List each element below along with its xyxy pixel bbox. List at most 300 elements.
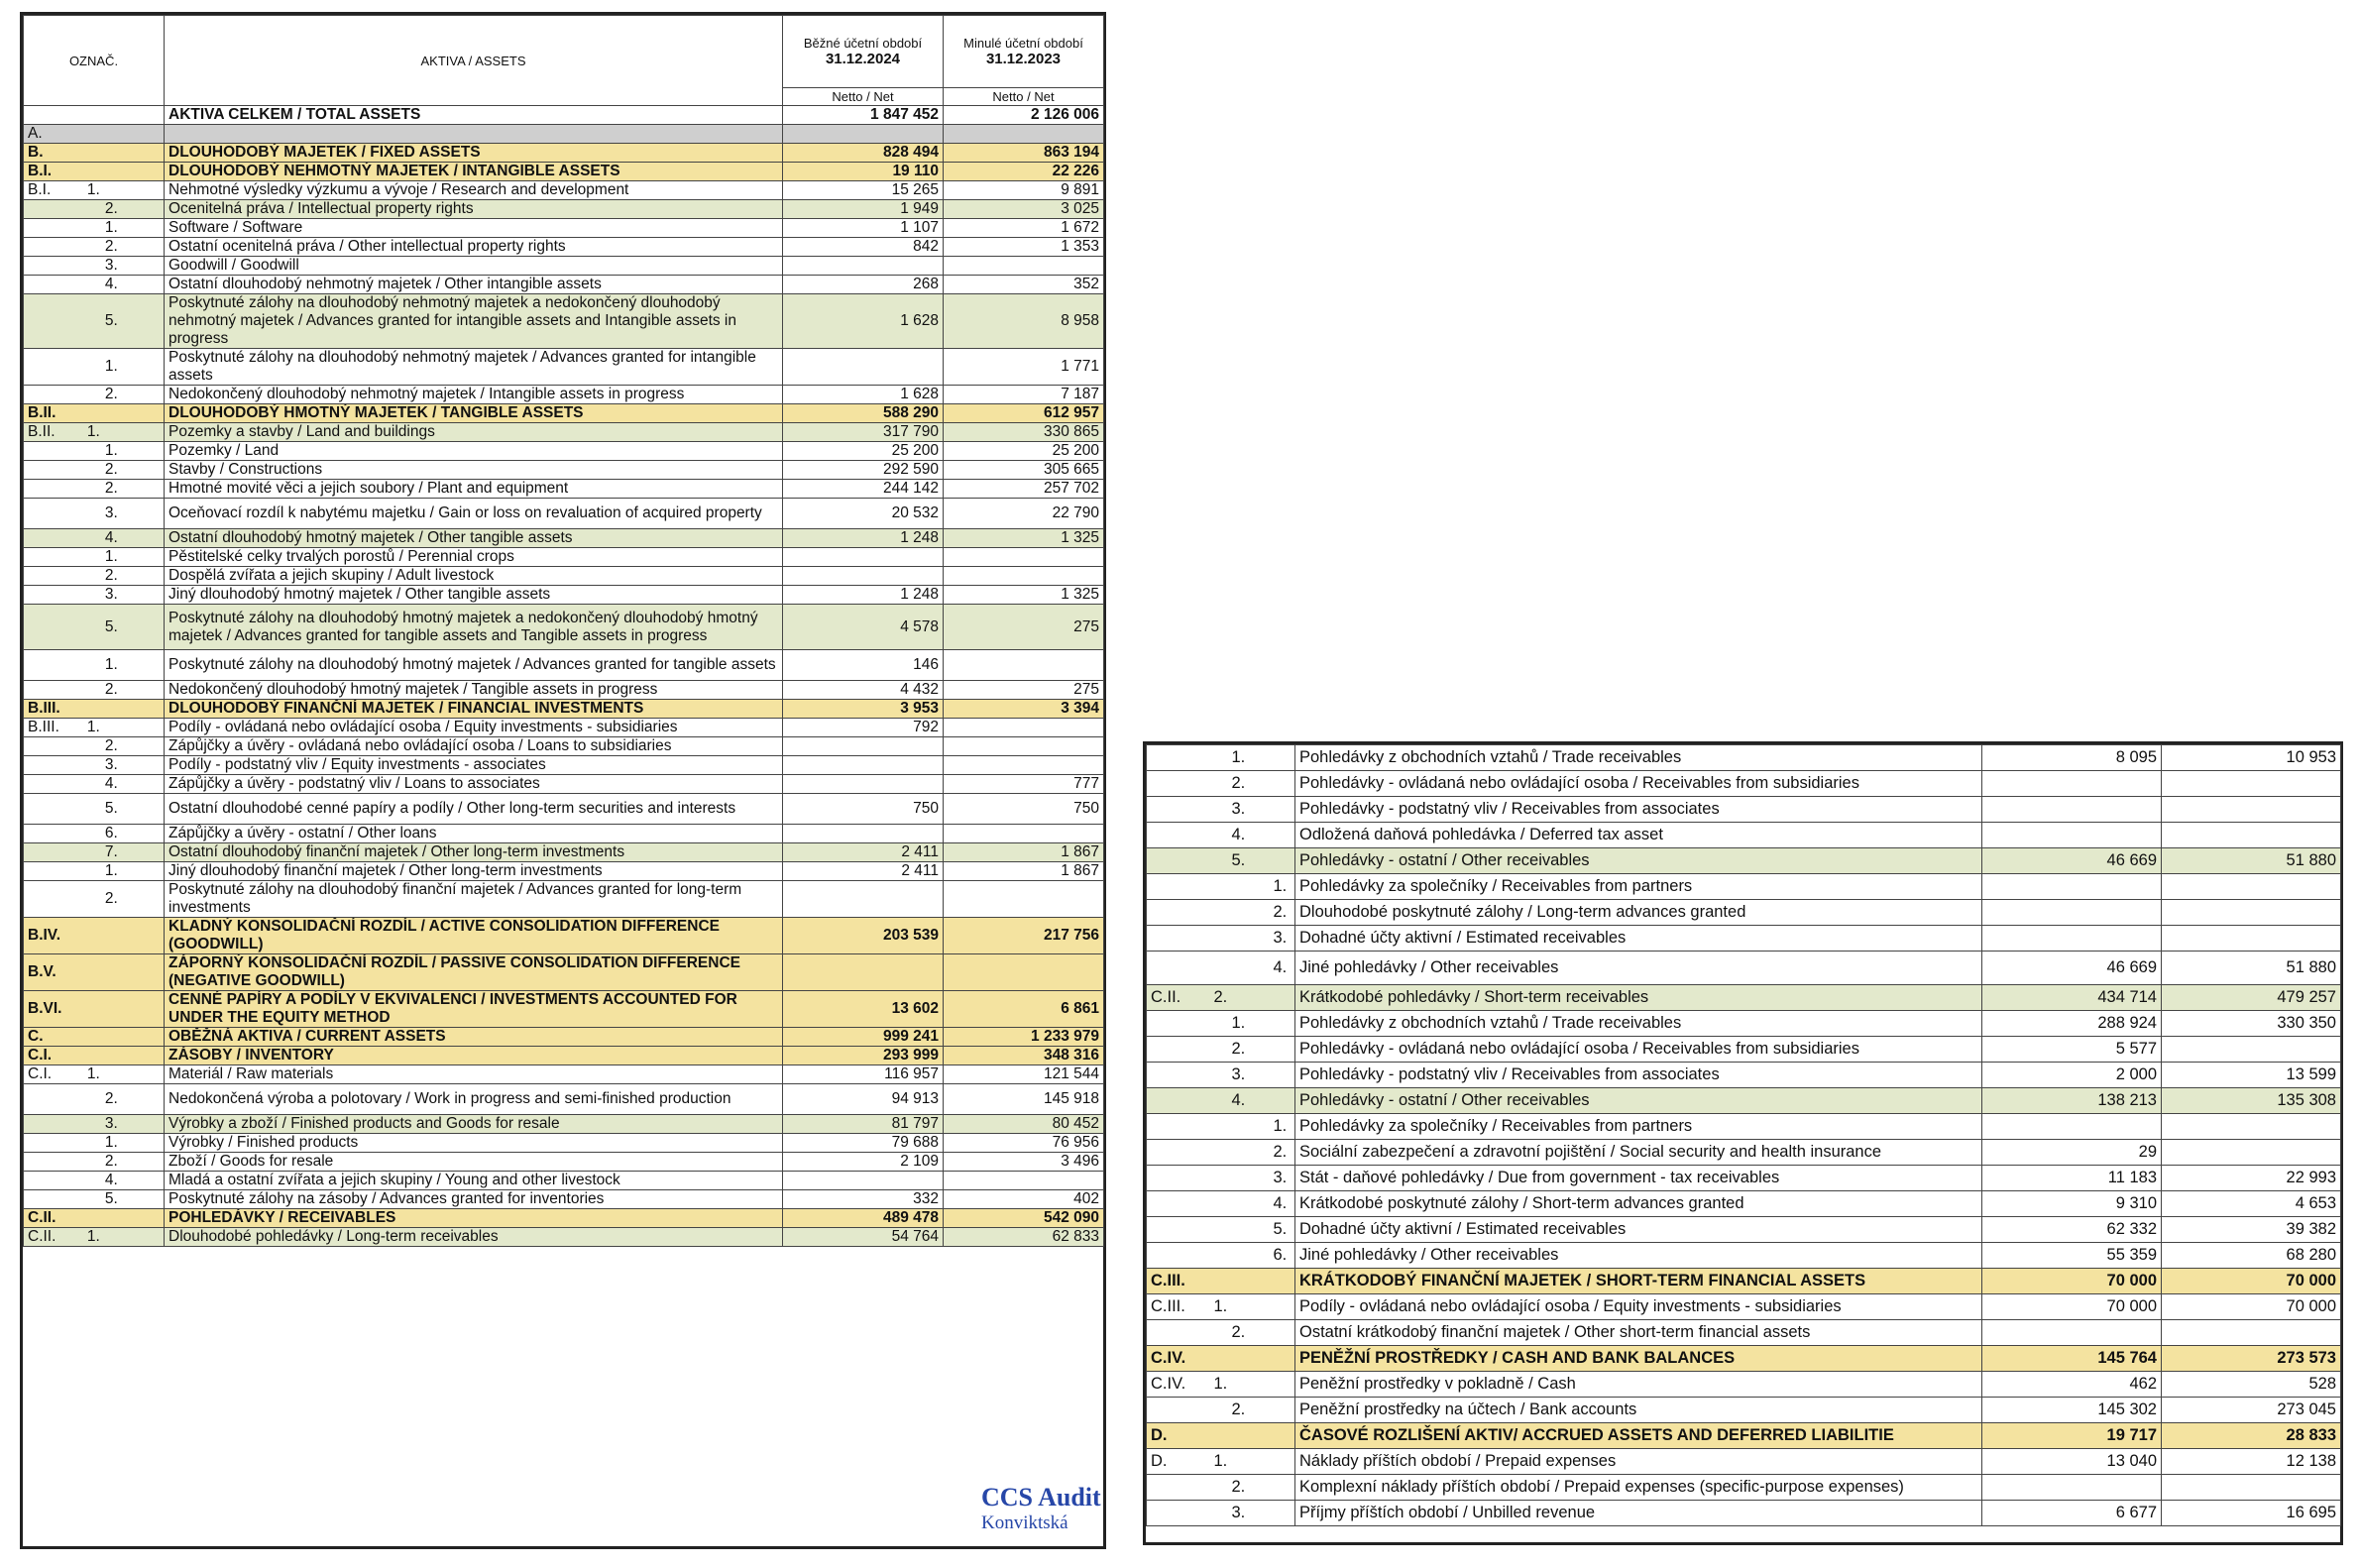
row-current-value: 2 411 <box>783 843 944 862</box>
row-prior-value <box>944 719 1104 737</box>
row-current-value: 489 478 <box>783 1209 944 1228</box>
table-row <box>24 499 1104 529</box>
row-prior-value: 76 956 <box>944 1134 1104 1153</box>
row-item-number: 2. <box>1231 1040 1246 1058</box>
row-code-cell <box>1147 797 1295 823</box>
row-prior-value: 22 226 <box>944 163 1104 181</box>
row-current-value: 1 248 <box>783 529 944 548</box>
row-current-value <box>783 567 944 586</box>
row-section-code: C.II. <box>28 1209 56 1226</box>
row-current-value: 1 628 <box>783 294 944 349</box>
row-current-value: 292 590 <box>783 461 944 480</box>
row-label: Zápůjčky a úvěry - ostatní / Other loans <box>165 825 783 843</box>
table-row <box>24 404 1104 423</box>
row-prior-value: 305 665 <box>944 461 1104 480</box>
row-item-number: 1. <box>1213 1297 1228 1315</box>
row-item-number: 1. <box>1213 1375 1228 1393</box>
row-current-value: 11 183 <box>1982 1166 2162 1191</box>
row-label: Sociální zabezpečení a zdravotní pojištění / Social security and health insurance <box>1295 1140 1982 1166</box>
table-row <box>24 862 1104 881</box>
row-label: Zboží / Goods for resale <box>165 1153 783 1172</box>
header-current-period <box>783 16 944 88</box>
table-row <box>24 349 1104 386</box>
row-item-number: 3. <box>1231 1065 1246 1083</box>
row-item-number: 1. <box>104 656 118 673</box>
row-code-cell <box>24 825 165 843</box>
row-current-value: 4 578 <box>783 605 944 650</box>
row-code-cell <box>1147 874 1295 900</box>
row-item-number: 3. <box>1273 1169 1288 1186</box>
table-row <box>24 1047 1104 1065</box>
row-current-value <box>783 737 944 756</box>
row-current-value: 4 432 <box>783 681 944 700</box>
row-prior-value: 3 496 <box>944 1153 1104 1172</box>
row-label: Materiál / Raw materials <box>165 1065 783 1084</box>
row-section-code: C.IV. <box>1151 1349 1186 1367</box>
row-code-cell <box>24 1228 165 1247</box>
row-item-number: 1. <box>86 181 100 198</box>
row-item-number: 3. <box>1231 1504 1246 1521</box>
row-prior-value: 750 <box>944 794 1104 825</box>
row-label: Pohledávky - podstatný vliv / Receivables from associates <box>1295 797 1982 823</box>
row-item-number: 2. <box>1213 988 1228 1006</box>
row-code-cell <box>1147 1475 1295 1501</box>
row-prior-value: 121 544 <box>944 1065 1104 1084</box>
row-prior-value: 3 025 <box>944 200 1104 219</box>
row-prior-value: 68 280 <box>2162 1243 2341 1269</box>
row-current-value <box>1982 1475 2162 1501</box>
row-label: Komplexní náklady příštích období / Prepaid expenses (specific-purpose expenses) <box>1295 1475 1982 1501</box>
table-row <box>1147 874 2341 900</box>
row-prior-value <box>944 881 1104 918</box>
row-section-code: C.I. <box>28 1065 53 1082</box>
row-code-cell <box>24 567 165 586</box>
row-code-cell <box>24 700 165 719</box>
row-label: Stát - daňové pohledávky / Due from government - tax receivables <box>1295 1166 1982 1191</box>
row-current-value: 2 000 <box>1982 1063 2162 1088</box>
row-label: ZÁPORNÝ KONSOLIDAČNÍ ROZDÍL / PASSIVE CONSOLIDATION DIFFERENCE (NEGATIVE GOODWILL) <box>165 954 783 991</box>
table-row <box>1147 1294 2341 1320</box>
row-code-cell <box>24 386 165 404</box>
row-current-value <box>783 1172 944 1190</box>
left-table-body <box>24 106 1104 1247</box>
row-current-value: 46 669 <box>1982 952 2162 985</box>
row-prior-value <box>944 954 1104 991</box>
row-prior-value: 80 452 <box>944 1115 1104 1134</box>
row-prior-value: 1 233 979 <box>944 1028 1104 1047</box>
row-item-number: 4. <box>1273 958 1288 976</box>
row-item-number: 4. <box>1273 1194 1288 1212</box>
row-code-cell <box>24 276 165 294</box>
table-row <box>24 1209 1104 1228</box>
table-row <box>24 825 1104 843</box>
table-row <box>1147 1475 2341 1501</box>
row-current-value: 828 494 <box>783 144 944 163</box>
row-code-cell <box>24 881 165 918</box>
row-code-cell <box>24 1047 165 1065</box>
row-prior-value <box>944 125 1104 144</box>
row-label: KRÁTKODOBÝ FINANČNÍ MAJETEK / SHORT-TERM FINANCIAL ASSETS <box>1295 1269 1982 1294</box>
header-assets: AKTIVA / ASSETS <box>165 16 783 106</box>
row-prior-value: 1 867 <box>944 843 1104 862</box>
row-item-number: 2. <box>104 480 118 497</box>
row-code-cell <box>1147 1140 1295 1166</box>
row-item-number: 5. <box>104 312 118 329</box>
row-prior-value: 13 599 <box>2162 1063 2341 1088</box>
row-current-value: 999 241 <box>783 1028 944 1047</box>
row-code-cell <box>24 257 165 276</box>
row-label: Mladá a ostatní zvířata a jejich skupiny / Young and other livestock <box>165 1172 783 1190</box>
row-current-value: 70 000 <box>1982 1269 2162 1294</box>
row-section-code: C.III. <box>1151 1297 1185 1315</box>
row-label: Příjmy příštích období / Unbilled revenue <box>1295 1501 1982 1526</box>
row-current-value <box>783 548 944 567</box>
row-code-cell <box>24 423 165 442</box>
row-current-value: 25 200 <box>783 442 944 461</box>
row-current-value: 6 677 <box>1982 1501 2162 1526</box>
row-item-number: 2. <box>104 461 118 478</box>
table-row <box>24 681 1104 700</box>
row-section-code: C.II. <box>28 1228 56 1245</box>
row-current-value: 81 797 <box>783 1115 944 1134</box>
table-row <box>24 238 1104 257</box>
row-current-value: 288 924 <box>1982 1011 2162 1037</box>
row-current-value: 70 000 <box>1982 1294 2162 1320</box>
row-prior-value: 51 880 <box>2162 848 2341 874</box>
row-section-code: C.III. <box>1151 1272 1185 1289</box>
row-prior-value: 612 957 <box>944 404 1104 423</box>
row-prior-value: 6 861 <box>944 991 1104 1028</box>
table-row <box>1147 1191 2341 1217</box>
row-label: Poskytnuté zálohy na zásoby / Advances granted for inventories <box>165 1190 783 1209</box>
table-row <box>24 567 1104 586</box>
row-prior-value: 330 865 <box>944 423 1104 442</box>
table-row <box>24 1172 1104 1190</box>
row-code-cell <box>1147 1243 1295 1269</box>
row-label: Výrobky / Finished products <box>165 1134 783 1153</box>
table-row <box>24 991 1104 1028</box>
row-label: Pozemky a stavby / Land and buildings <box>165 423 783 442</box>
row-label: Nedokončený dlouhodobý hmotný majetek / Tangible assets in progress <box>165 681 783 700</box>
left-assets-table <box>23 15 1104 1247</box>
row-label: Dlouhodobé pohledávky / Long-term receivables <box>165 1228 783 1247</box>
row-label: Pozemky / Land <box>165 442 783 461</box>
row-label: Dlouhodobé poskytnuté zálohy / Long-term advances granted <box>1295 900 1982 926</box>
table-row <box>24 881 1104 918</box>
header-net-current: Netto / Net <box>783 88 944 106</box>
row-code-cell <box>24 954 165 991</box>
row-code-cell <box>24 548 165 567</box>
row-prior-value: 28 833 <box>2162 1423 2341 1449</box>
row-prior-value: 1 867 <box>944 862 1104 881</box>
row-section-code: B.V. <box>28 963 56 980</box>
row-label: Ostatní dlouhodobý nehmotný majetek / Other intangible assets <box>165 276 783 294</box>
row-current-value: 332 <box>783 1190 944 1209</box>
row-item-number: 3. <box>1273 929 1288 947</box>
table-row <box>24 1190 1104 1209</box>
row-current-value: 54 764 <box>783 1228 944 1247</box>
row-section-code: C. <box>28 1028 44 1045</box>
row-code-cell <box>24 991 165 1028</box>
table-row <box>24 1028 1104 1047</box>
row-label: Pohledávky za společníky / Receivables from partners <box>1295 1114 1982 1140</box>
row-code-cell <box>24 461 165 480</box>
row-item-number: 2. <box>1231 1478 1246 1496</box>
left-balance-sheet <box>20 12 1106 1549</box>
row-prior-value: 1 672 <box>944 219 1104 238</box>
row-label: DLOUHODOBÝ MAJETEK / FIXED ASSETS <box>165 144 783 163</box>
row-prior-value: 9 891 <box>944 181 1104 200</box>
row-code-cell <box>24 163 165 181</box>
row-current-value: 268 <box>783 276 944 294</box>
table-row <box>24 423 1104 442</box>
table-row <box>24 200 1104 219</box>
row-prior-value: 479 257 <box>2162 985 2341 1011</box>
row-label: DLOUHODOBÝ FINANČNÍ MAJETEK / FINANCIAL INVESTMENTS <box>165 700 783 719</box>
row-code-cell <box>24 1209 165 1228</box>
row-prior-value: 70 000 <box>2162 1269 2341 1294</box>
row-prior-value: 10 953 <box>2162 745 2341 771</box>
row-code-cell <box>24 918 165 954</box>
table-row <box>1147 797 2341 823</box>
table-row <box>24 719 1104 737</box>
table-row <box>24 756 1104 775</box>
row-current-value: 5 577 <box>1982 1037 2162 1063</box>
table-row <box>1147 1269 2341 1294</box>
row-label: Pohledávky - ovládaná nebo ovládající osoba / Receivables from subsidiaries <box>1295 1037 1982 1063</box>
row-current-value: 29 <box>1982 1140 2162 1166</box>
row-code-cell <box>24 681 165 700</box>
row-item-number: 1. <box>1231 748 1246 766</box>
row-item-number: 2. <box>104 890 118 907</box>
row-prior-value <box>944 737 1104 756</box>
row-current-value: 46 669 <box>1982 848 2162 874</box>
row-current-value: 1 248 <box>783 586 944 605</box>
row-code-cell <box>1147 1037 1295 1063</box>
row-item-number: 1. <box>104 548 118 565</box>
row-current-value <box>783 825 944 843</box>
row-label: Náklady příštích období / Prepaid expenses <box>1295 1449 1982 1475</box>
row-prior-value: 1 771 <box>944 349 1104 386</box>
row-section-code: D. <box>1151 1426 1168 1444</box>
row-label: PENĚŽNÍ PROSTŘEDKY / CASH AND BANK BALANCES <box>1295 1346 1982 1372</box>
table-row <box>1147 1423 2341 1449</box>
row-code-cell <box>24 106 165 125</box>
table-row <box>24 650 1104 681</box>
row-section-code: B. <box>28 144 44 161</box>
row-code-cell <box>24 586 165 605</box>
row-prior-value: 22 993 <box>2162 1166 2341 1191</box>
row-current-value: 145 764 <box>1982 1346 2162 1372</box>
table-row <box>24 1084 1104 1115</box>
row-code-cell <box>1147 1449 1295 1475</box>
row-label: Pohledávky - ovládaná nebo ovládající osoba / Receivables from subsidiaries <box>1295 771 1982 797</box>
row-current-value <box>1982 771 2162 797</box>
row-code-cell <box>1147 1114 1295 1140</box>
row-current-value: 9 310 <box>1982 1191 2162 1217</box>
row-label: Pohledávky - ostatní / Other receivables <box>1295 848 1982 874</box>
row-item-number: 7. <box>104 843 118 860</box>
row-current-value: 317 790 <box>783 423 944 442</box>
row-current-value <box>783 775 944 794</box>
row-code-cell <box>24 200 165 219</box>
row-prior-value: 51 880 <box>2162 952 2341 985</box>
row-code-cell <box>1147 1217 1295 1243</box>
table-row <box>24 1115 1104 1134</box>
table-row <box>24 219 1104 238</box>
row-item-number: 2. <box>1231 774 1246 792</box>
row-prior-value: 217 756 <box>944 918 1104 954</box>
row-item-number: 3. <box>104 504 118 521</box>
table-row <box>24 276 1104 294</box>
row-code-cell <box>24 219 165 238</box>
row-code-cell <box>24 843 165 862</box>
row-prior-value: 12 138 <box>2162 1449 2341 1475</box>
table-row <box>1147 745 2341 771</box>
row-label: Zápůjčky a úvěry - ovládaná nebo ovládající osoba / Loans to subsidiaries <box>165 737 783 756</box>
row-item-number: 6. <box>1273 1246 1288 1264</box>
row-current-value <box>783 349 944 386</box>
row-current-value <box>1982 926 2162 952</box>
row-item-number: 4. <box>1231 1091 1246 1109</box>
table-row <box>1147 952 2341 985</box>
table-row <box>24 548 1104 567</box>
row-label: Stavby / Constructions <box>165 461 783 480</box>
row-prior-value: 2 126 006 <box>944 106 1104 125</box>
row-section-code: B.III. <box>28 700 60 717</box>
row-current-value: 1 847 452 <box>783 106 944 125</box>
table-row <box>24 461 1104 480</box>
row-item-number: 2. <box>1231 1323 1246 1341</box>
row-code-cell <box>1147 771 1295 797</box>
row-section-code: B.III. <box>28 719 59 735</box>
table-row <box>1147 1063 2341 1088</box>
row-code-cell <box>24 181 165 200</box>
row-current-value: 79 688 <box>783 1134 944 1153</box>
row-item-number: 6. <box>104 825 118 841</box>
row-code-cell <box>24 294 165 349</box>
row-label: ZÁSOBY / INVENTORY <box>165 1047 783 1065</box>
row-prior-value: 402 <box>944 1190 1104 1209</box>
row-prior-value: 273 573 <box>2162 1346 2341 1372</box>
row-prior-value <box>2162 771 2341 797</box>
row-code-cell <box>24 862 165 881</box>
row-current-value: 19 110 <box>783 163 944 181</box>
row-item-number: 2. <box>104 737 118 754</box>
row-code-cell <box>24 442 165 461</box>
table-row <box>24 163 1104 181</box>
row-label: Nedokončená výroba a polotovary / Work in progress and semi-finished production <box>165 1084 783 1115</box>
header-net-prior: Netto / Net <box>944 88 1104 106</box>
prior-period-date: 31.12.2023 <box>985 51 1062 67</box>
row-code-cell <box>24 1190 165 1209</box>
row-code-cell <box>1147 1398 1295 1423</box>
row-label: Ostatní krátkodobý finanční majetek / Other short-term financial assets <box>1295 1320 1982 1346</box>
row-label: Krátkodobé pohledávky / Short-term receivables <box>1295 985 1982 1011</box>
row-current-value: 244 142 <box>783 480 944 499</box>
row-code-cell <box>24 719 165 737</box>
row-current-value <box>783 954 944 991</box>
row-code-cell <box>24 1115 165 1134</box>
row-prior-value: 273 045 <box>2162 1398 2341 1423</box>
table-row <box>24 1065 1104 1084</box>
row-label: CENNÉ PAPÍRY A PODÍLY V EKVIVALENCI / INVESTMENTS ACCOUNTED FOR UNDER THE EQUITY METHOD <box>165 991 783 1028</box>
row-item-number: 1. <box>104 862 118 879</box>
table-row <box>24 106 1104 125</box>
row-current-value <box>1982 874 2162 900</box>
row-section-code: A. <box>28 125 43 142</box>
row-current-value: 19 717 <box>1982 1423 2162 1449</box>
row-label: Goodwill / Goodwill <box>165 257 783 276</box>
table-row <box>24 144 1104 163</box>
prior-period-label: Minulé účetní období <box>963 36 1083 51</box>
row-item-number: 4. <box>104 775 118 792</box>
row-section-code: C.II. <box>1151 988 1181 1006</box>
table-row <box>1147 771 2341 797</box>
row-current-value <box>783 881 944 918</box>
row-item-number: 2. <box>104 681 118 698</box>
row-prior-value <box>2162 1140 2341 1166</box>
row-item-number: 3. <box>104 1115 118 1132</box>
row-prior-value: 62 833 <box>944 1228 1104 1247</box>
right-table-body <box>1147 745 2341 1526</box>
row-label: Odložená daňová pohledávka / Deferred tax asset <box>1295 823 1982 848</box>
row-current-value <box>783 257 944 276</box>
table-row <box>1147 985 2341 1011</box>
row-label: Poskytnuté zálohy na dlouhodobý nehmotný majetek / Advances granted for intangible assets <box>165 349 783 386</box>
row-prior-value <box>2162 1114 2341 1140</box>
row-label: Nehmotné výsledky výzkumu a vývoje / Research and development <box>165 181 783 200</box>
row-item-number: 1. <box>104 1134 118 1151</box>
row-prior-value <box>2162 900 2341 926</box>
row-current-value <box>1982 1320 2162 1346</box>
table-row <box>1147 1037 2341 1063</box>
table-row <box>24 1228 1104 1247</box>
row-prior-value <box>944 257 1104 276</box>
row-prior-value: 275 <box>944 605 1104 650</box>
table-row <box>1147 1449 2341 1475</box>
row-label: Pohledávky z obchodních vztahů / Trade receivables <box>1295 1011 1982 1037</box>
row-current-value: 13 040 <box>1982 1449 2162 1475</box>
row-prior-value <box>2162 797 2341 823</box>
row-label <box>165 125 783 144</box>
row-item-number: 1. <box>86 1065 100 1082</box>
table-row <box>1147 1011 2341 1037</box>
row-item-number: 1. <box>86 719 100 735</box>
row-section-code: C.I. <box>28 1047 53 1064</box>
stamp-line-1: CCS Audit <box>981 1483 1101 1512</box>
row-label: AKTIVA CELKEM / TOTAL ASSETS <box>165 106 783 125</box>
row-section-code: B.VI. <box>28 1000 62 1017</box>
row-code-cell <box>1147 1191 1295 1217</box>
row-label: POHLEDÁVKY / RECEIVABLES <box>165 1209 783 1228</box>
row-item-number: 1. <box>104 442 118 459</box>
row-label: Krátkodobé poskytnuté zálohy / Short-term advances granted <box>1295 1191 1982 1217</box>
row-code-cell <box>1147 1320 1295 1346</box>
row-current-value: 842 <box>783 238 944 257</box>
table-row <box>24 294 1104 349</box>
table-row <box>24 181 1104 200</box>
row-code-cell <box>24 499 165 529</box>
row-prior-value: 16 695 <box>2162 1501 2341 1526</box>
table-row <box>24 586 1104 605</box>
row-prior-value: 275 <box>944 681 1104 700</box>
row-label: Poskytnuté zálohy na dlouhodobý nehmotný majetek a nedokončený dlouhodobý nehmotný majetek / Advances granted for intangible assets and Intangible assets in progress <box>165 294 783 349</box>
current-period-label: Běžné účetní období <box>803 36 923 51</box>
row-prior-value <box>944 1172 1104 1190</box>
row-item-number: 3. <box>104 257 118 274</box>
row-label: Zápůjčky a úvěry - podstatný vliv / Loans to associates <box>165 775 783 794</box>
